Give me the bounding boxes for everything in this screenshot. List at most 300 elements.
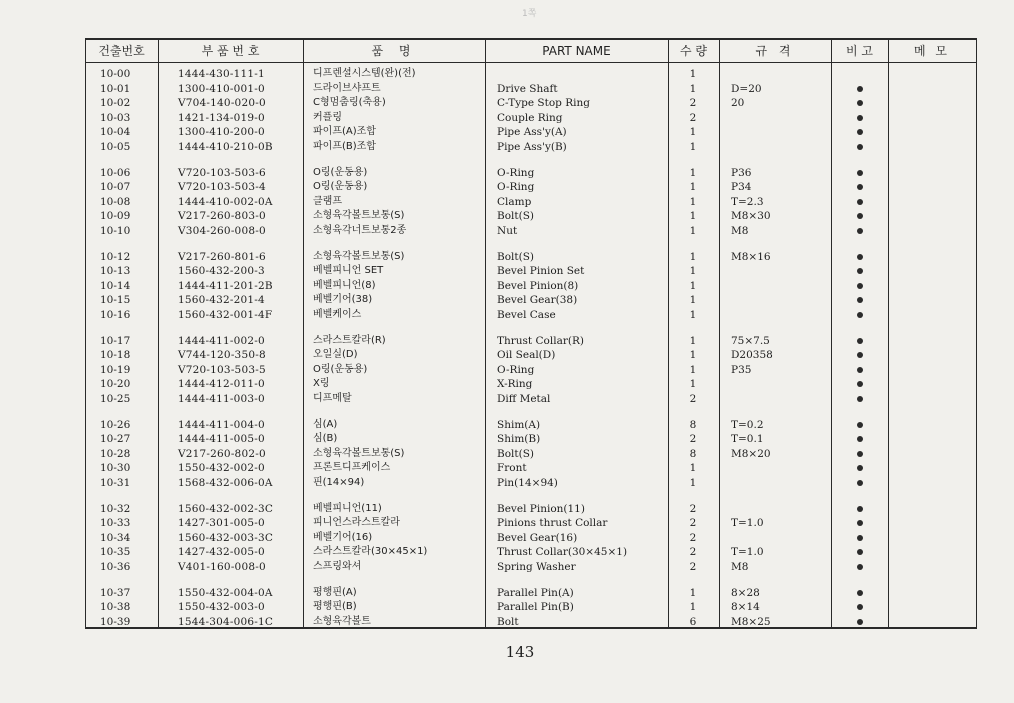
row-part-number: 1560-432-003-3C <box>178 531 274 544</box>
row-part-number: V217-260-802-0 <box>178 447 266 460</box>
row-korean-name: 드라이브샤프트 <box>313 82 381 94</box>
row-korean-name: 디프메탈 <box>313 393 352 404</box>
row-quantity: 2 <box>689 393 697 405</box>
row-spec: T=0.1 <box>731 433 764 446</box>
row-part-name: Thrust Collar(R) <box>497 334 584 347</box>
dot-icon <box>857 619 863 625</box>
table-row <box>0 363 1014 377</box>
row-korean-name: X링 <box>313 378 330 390</box>
row-part-name: O-Ring <box>497 166 535 179</box>
row-spec: M8 <box>731 561 749 573</box>
row-part-number: 1444-411-005-0 <box>178 433 265 446</box>
row-part-number: V720-103-503-4 <box>178 181 266 194</box>
row-korean-name: 클램프 <box>313 195 342 207</box>
row-part-number: V744-120-350-8 <box>178 349 266 362</box>
row-korean-name: 피니언스라스트칼라 <box>313 517 400 529</box>
row-quantity: 1 <box>689 68 697 80</box>
row-part-name: Oil Seal(D) <box>497 349 556 362</box>
row-note-mark <box>832 111 887 125</box>
row-korean-name: 소형육각너트보통2종 <box>313 225 407 236</box>
row-quantity: 1 <box>689 181 697 194</box>
row-note-mark <box>832 96 887 110</box>
row-quantity: 1 <box>689 363 697 376</box>
row-no: 10-16 <box>100 309 131 321</box>
row-note-mark <box>832 348 887 362</box>
row-no: 10-33 <box>100 517 131 530</box>
row-quantity: 1 <box>689 141 697 153</box>
header-spec: 규 격 <box>755 44 795 58</box>
row-part-number: 1300-410-001-0 <box>178 82 265 95</box>
row-part-number: 1550-432-003-0 <box>178 601 265 614</box>
dot-icon <box>857 422 863 428</box>
row-korean-name: 파이프(A)조합 <box>313 126 376 138</box>
row-spec: M8×30 <box>731 210 771 223</box>
row-part-number: 1560-432-201-4 <box>178 294 265 307</box>
table-row <box>0 334 1014 348</box>
row-part-name: Bolt(S) <box>497 210 535 223</box>
row-no: 10-19 <box>100 363 131 376</box>
row-no: 10-13 <box>100 265 131 278</box>
header-note: 비 고 <box>846 44 873 58</box>
row-part-number: 1444-410-210-0B <box>178 141 273 153</box>
row-korean-name: 소형육각볼트보통(S) <box>313 210 405 222</box>
dot-icon <box>857 312 863 318</box>
row-note-mark <box>832 377 887 391</box>
dot-icon <box>857 86 863 92</box>
row-korean-name: 소형육각볼트 <box>313 615 371 627</box>
row-note-mark <box>832 264 887 278</box>
row-korean-name: 심(A) <box>313 418 338 430</box>
row-no: 10-37 <box>100 586 131 599</box>
row-spec: M8×16 <box>731 250 771 263</box>
row-spec: 20 <box>731 97 745 110</box>
row-part-name: Bolt(S) <box>497 447 535 460</box>
table-row <box>0 377 1014 391</box>
row-quantity: 1 <box>689 225 697 237</box>
row-part-name: Bolt(S) <box>497 250 535 263</box>
row-no: 10-17 <box>100 334 131 347</box>
row-spec: M8×20 <box>731 447 771 460</box>
row-part-name: C-Type Stop Ring <box>497 97 590 110</box>
row-part-number: 1427-301-005-0 <box>178 517 265 530</box>
row-note-mark <box>832 418 887 432</box>
row-note-mark <box>832 279 887 293</box>
table-row <box>0 461 1014 475</box>
row-note-mark <box>832 516 887 530</box>
row-quantity: 6 <box>689 615 697 628</box>
dot-icon <box>857 228 863 234</box>
row-note-mark <box>832 476 887 490</box>
row-part-number: 1544-304-006-1C <box>178 615 274 628</box>
table-row <box>0 615 1014 629</box>
row-note-mark <box>832 432 887 446</box>
header-part-number: 부 품 번 호 <box>201 44 260 58</box>
row-part-number: 1444-412-011-0 <box>178 378 265 391</box>
row-part-number: 1560-432-200-3 <box>178 265 265 278</box>
dot-icon <box>857 367 863 373</box>
dot-icon <box>857 352 863 358</box>
row-quantity: 1 <box>689 349 697 362</box>
row-korean-name: 소형육각볼트보통(S) <box>313 447 405 459</box>
row-part-number: 1550-432-004-0A <box>178 586 273 599</box>
dot-icon <box>857 213 863 219</box>
dot-icon <box>857 199 863 205</box>
table-row <box>0 392 1014 406</box>
row-part-name: Bolt <box>497 615 519 628</box>
row-part-number: 1444-430-111-1 <box>178 68 265 80</box>
row-quantity: 2 <box>689 546 697 559</box>
dot-icon <box>857 396 863 402</box>
row-no: 10-09 <box>100 210 131 223</box>
row-note-mark <box>832 560 887 574</box>
row-quantity: 1 <box>689 378 697 391</box>
row-korean-name: 커플링 <box>313 111 342 123</box>
header-part-name: PART NAME <box>542 44 611 58</box>
row-spec: P36 <box>731 166 752 179</box>
row-note-mark <box>832 392 887 406</box>
row-part-name: Bevel Case <box>497 309 556 321</box>
dot-icon <box>857 254 863 260</box>
header-quantity: 수 량 <box>680 44 707 58</box>
row-part-name: X-Ring <box>497 378 533 391</box>
row-no: 10-14 <box>100 279 131 292</box>
row-no: 10-35 <box>100 546 131 559</box>
table-row <box>0 418 1014 432</box>
row-note-mark <box>832 447 887 461</box>
row-no: 10-28 <box>100 447 131 460</box>
row-part-number: 1444-411-004-0 <box>178 418 265 431</box>
dot-icon <box>857 338 863 344</box>
row-no: 10-31 <box>100 477 131 489</box>
row-no: 10-00 <box>100 68 131 80</box>
table-row <box>0 140 1014 154</box>
row-note-mark <box>832 502 887 516</box>
row-spec: T=2.3 <box>731 195 764 208</box>
row-part-number: 1444-411-201-2B <box>178 279 273 292</box>
dot-icon <box>857 283 863 289</box>
row-quantity: 1 <box>689 601 697 614</box>
row-part-number: 1560-432-002-3C <box>178 502 274 515</box>
row-quantity: 1 <box>689 309 697 321</box>
row-no: 10-01 <box>100 82 131 95</box>
row-korean-name: 스프링와셔 <box>313 561 362 572</box>
dot-icon <box>857 170 863 176</box>
row-spec: M8 <box>731 225 749 237</box>
table-row <box>0 476 1014 490</box>
row-spec: P34 <box>731 181 752 194</box>
row-no: 10-20 <box>100 378 131 391</box>
row-spec: 8×14 <box>731 601 760 614</box>
row-note-mark <box>832 293 887 307</box>
row-quantity: 2 <box>689 531 697 544</box>
dot-icon <box>857 520 863 526</box>
dot-icon <box>857 115 863 121</box>
table-row <box>0 600 1014 614</box>
row-korean-name: 평행핀(B) <box>313 601 357 613</box>
table-row <box>0 531 1014 545</box>
table-row <box>0 293 1014 307</box>
row-part-number: 1444-411-002-0 <box>178 334 265 347</box>
table-row <box>0 209 1014 223</box>
table-row <box>0 432 1014 446</box>
row-part-name: Thrust Collar(30×45×1) <box>497 546 628 559</box>
table-row <box>0 67 1014 81</box>
row-no: 10-25 <box>100 393 131 405</box>
table-row <box>0 111 1014 125</box>
row-part-name: Front <box>497 462 527 475</box>
row-korean-name: 심(B) <box>313 433 338 445</box>
row-spec: T=1.0 <box>731 546 764 559</box>
row-part-name: Nut <box>497 225 518 237</box>
row-part-name: Couple Ring <box>497 111 563 124</box>
row-quantity: 8 <box>689 418 697 431</box>
dot-icon <box>857 604 863 610</box>
row-quantity: 1 <box>689 294 697 307</box>
dot-icon <box>857 268 863 274</box>
dot-icon <box>857 590 863 596</box>
row-no: 10-12 <box>100 250 131 263</box>
row-no: 10-04 <box>100 126 131 139</box>
page-number: 143 <box>505 643 535 661</box>
row-no: 10-03 <box>100 111 131 124</box>
row-spec: D=20 <box>731 82 762 95</box>
table-row <box>0 545 1014 559</box>
table-row <box>0 308 1014 322</box>
row-quantity: 1 <box>689 477 697 489</box>
row-part-number: 1421-134-019-0 <box>178 111 265 124</box>
table-row <box>0 166 1014 180</box>
row-no: 10-08 <box>100 195 131 208</box>
dot-icon <box>857 436 863 442</box>
table-row <box>0 348 1014 362</box>
header-no: 건출번호 <box>98 44 145 58</box>
row-spec: T=1.0 <box>731 517 764 530</box>
row-quantity: 1 <box>689 586 697 599</box>
dot-icon <box>857 451 863 457</box>
row-no: 10-07 <box>100 181 131 194</box>
row-quantity: 2 <box>689 502 697 515</box>
row-note-mark <box>832 334 887 348</box>
table-header-border <box>85 62 977 63</box>
row-korean-name: 베벨피니언 SET <box>313 265 384 277</box>
table-row <box>0 586 1014 600</box>
table-row <box>0 82 1014 96</box>
row-part-name: Clamp <box>497 195 532 208</box>
row-quantity: 1 <box>689 334 697 347</box>
row-note-mark <box>832 166 887 180</box>
row-quantity: 2 <box>689 111 697 124</box>
row-spec: M8×25 <box>731 615 771 628</box>
row-no: 10-32 <box>100 502 131 515</box>
dot-icon <box>857 129 863 135</box>
row-part-number: V217-260-801-6 <box>178 250 266 263</box>
row-part-name: Spring Washer <box>497 561 576 573</box>
row-part-number: 1560-432-001-4F <box>178 309 273 321</box>
row-spec: P35 <box>731 363 752 376</box>
row-note-mark <box>832 586 887 600</box>
row-korean-name: 베벨케이스 <box>313 309 362 320</box>
row-korean-name: C형멈춤링(축용) <box>313 97 386 109</box>
row-note-mark <box>832 600 887 614</box>
row-part-name: Diff Metal <box>497 393 551 405</box>
row-part-name: Bevel Gear(16) <box>497 531 578 544</box>
table-row <box>0 447 1014 461</box>
header-korean-name: 품 명 <box>371 44 417 58</box>
row-part-number: 1444-411-003-0 <box>178 393 265 405</box>
row-spec: T=0.2 <box>731 418 764 431</box>
row-part-number: 1427-432-005-0 <box>178 546 265 559</box>
dot-icon <box>857 184 863 190</box>
row-part-name: Parallel Pin(A) <box>497 586 574 599</box>
row-note-mark <box>832 308 887 322</box>
row-note-mark <box>832 195 887 209</box>
row-korean-name: O링(운동용) <box>313 363 368 375</box>
row-quantity: 1 <box>689 210 697 223</box>
table-row <box>0 502 1014 516</box>
row-korean-name: 오일실(D) <box>313 349 358 361</box>
row-quantity: 1 <box>689 462 697 475</box>
row-korean-name: 디프렌셜시스템(완)(전) <box>313 68 416 79</box>
row-part-number: V720-103-503-6 <box>178 166 266 179</box>
corner-mark: 1쪽 <box>522 9 537 19</box>
row-part-name: Bevel Pinion(11) <box>497 502 585 515</box>
row-quantity: 1 <box>689 265 697 278</box>
table-row <box>0 96 1014 110</box>
row-note-mark <box>832 363 887 377</box>
row-no: 10-36 <box>100 561 131 573</box>
row-part-name: Bevel Gear(38) <box>497 294 578 307</box>
row-korean-name: 베벨기어(16) <box>313 531 373 543</box>
row-part-name: Shim(B) <box>497 433 541 446</box>
row-korean-name: 스라스트칼라(R) <box>313 334 386 346</box>
row-part-number: 1550-432-002-0 <box>178 462 265 475</box>
table-row <box>0 279 1014 293</box>
row-quantity: 1 <box>689 250 697 263</box>
row-note-mark <box>832 180 887 194</box>
row-part-name: Pipe Ass'y(A) <box>497 126 567 139</box>
row-part-number: V401-160-008-0 <box>178 561 266 573</box>
row-no: 10-06 <box>100 166 131 179</box>
row-no: 10-39 <box>100 615 131 628</box>
row-part-name: Pin(14×94) <box>497 477 558 489</box>
dot-icon <box>857 564 863 570</box>
table-row <box>0 560 1014 574</box>
row-no: 10-10 <box>100 225 131 237</box>
dot-icon <box>857 506 863 512</box>
dot-icon <box>857 465 863 471</box>
row-quantity: 1 <box>689 126 697 139</box>
dot-icon <box>857 549 863 555</box>
row-spec: D20358 <box>731 349 773 362</box>
row-spec: 75×7.5 <box>731 334 770 347</box>
row-part-number: V704-140-020-0 <box>178 97 266 110</box>
table-row <box>0 224 1014 238</box>
row-part-number: V217-260-803-0 <box>178 210 266 223</box>
table-row <box>0 264 1014 278</box>
row-quantity: 1 <box>689 279 697 292</box>
row-no: 10-18 <box>100 349 131 362</box>
dot-icon <box>857 480 863 486</box>
row-korean-name: 소형육각볼트보통(S) <box>313 250 405 262</box>
row-no: 10-27 <box>100 433 131 446</box>
row-part-name: Parallel Pin(B) <box>497 601 574 614</box>
row-part-number: 1444-410-002-0A <box>178 195 273 208</box>
row-part-name: O-Ring <box>497 363 535 376</box>
row-note-mark <box>832 209 887 223</box>
row-part-name: Pinions thrust Collar <box>497 517 608 530</box>
row-korean-name: 스라스트칼라(30×45×1) <box>313 546 428 558</box>
row-part-name: Bevel Pinion Set <box>497 265 585 278</box>
table-row <box>0 516 1014 530</box>
row-part-name: Pipe Ass'y(B) <box>497 141 567 153</box>
row-note-mark <box>832 545 887 559</box>
row-note-mark <box>832 461 887 475</box>
row-no: 10-15 <box>100 294 131 307</box>
row-part-number: V304-260-008-0 <box>178 225 266 237</box>
row-no: 10-30 <box>100 462 131 475</box>
row-korean-name: O링(운동용) <box>313 166 368 178</box>
row-part-name: O-Ring <box>497 181 535 194</box>
row-part-name: Bevel Pinion(8) <box>497 279 579 292</box>
dot-icon <box>857 100 863 106</box>
row-no: 10-05 <box>100 141 131 153</box>
row-quantity: 1 <box>689 166 697 179</box>
row-quantity: 2 <box>689 97 697 110</box>
table-row <box>0 180 1014 194</box>
row-quantity: 1 <box>689 195 697 208</box>
row-no: 10-02 <box>100 97 131 110</box>
row-korean-name: 베벨피니언(11) <box>313 502 382 514</box>
row-note-mark <box>832 140 887 154</box>
table-row <box>0 250 1014 264</box>
row-korean-name: 베벨피니언(8) <box>313 279 376 291</box>
row-part-number: V720-103-503-5 <box>178 363 266 376</box>
row-quantity: 1 <box>689 82 697 95</box>
row-note-mark <box>832 531 887 545</box>
row-note-mark <box>832 224 887 238</box>
row-quantity: 2 <box>689 433 697 446</box>
table-row <box>0 125 1014 139</box>
dot-icon <box>857 381 863 387</box>
row-part-name: Shim(A) <box>497 418 541 431</box>
row-no: 10-34 <box>100 531 131 544</box>
row-spec: 8×28 <box>731 586 760 599</box>
row-korean-name: 핀(14×94) <box>313 477 365 488</box>
row-korean-name: O링(운동용) <box>313 181 368 193</box>
row-note-mark <box>832 250 887 264</box>
row-quantity: 8 <box>689 447 697 460</box>
row-quantity: 2 <box>689 561 697 573</box>
row-no: 10-26 <box>100 418 131 431</box>
row-note-mark <box>832 615 887 629</box>
header-memo: 메 모 <box>914 44 950 58</box>
dot-icon <box>857 297 863 303</box>
row-note-mark <box>832 125 887 139</box>
row-korean-name: 평행핀(A) <box>313 586 357 598</box>
row-no: 10-38 <box>100 601 131 614</box>
row-note-mark <box>832 82 887 96</box>
dot-icon <box>857 144 863 150</box>
dot-icon <box>857 535 863 541</box>
table-row <box>0 195 1014 209</box>
row-quantity: 2 <box>689 517 697 530</box>
row-part-number: 1300-410-200-0 <box>178 126 265 139</box>
row-korean-name: 베벨기어(38) <box>313 294 373 306</box>
row-korean-name: 프론트디프케이스 <box>313 462 391 474</box>
row-korean-name: 파이프(B)조합 <box>313 141 376 152</box>
row-part-number: 1568-432-006-0A <box>178 477 273 489</box>
row-part-name: Drive Shaft <box>497 82 558 95</box>
